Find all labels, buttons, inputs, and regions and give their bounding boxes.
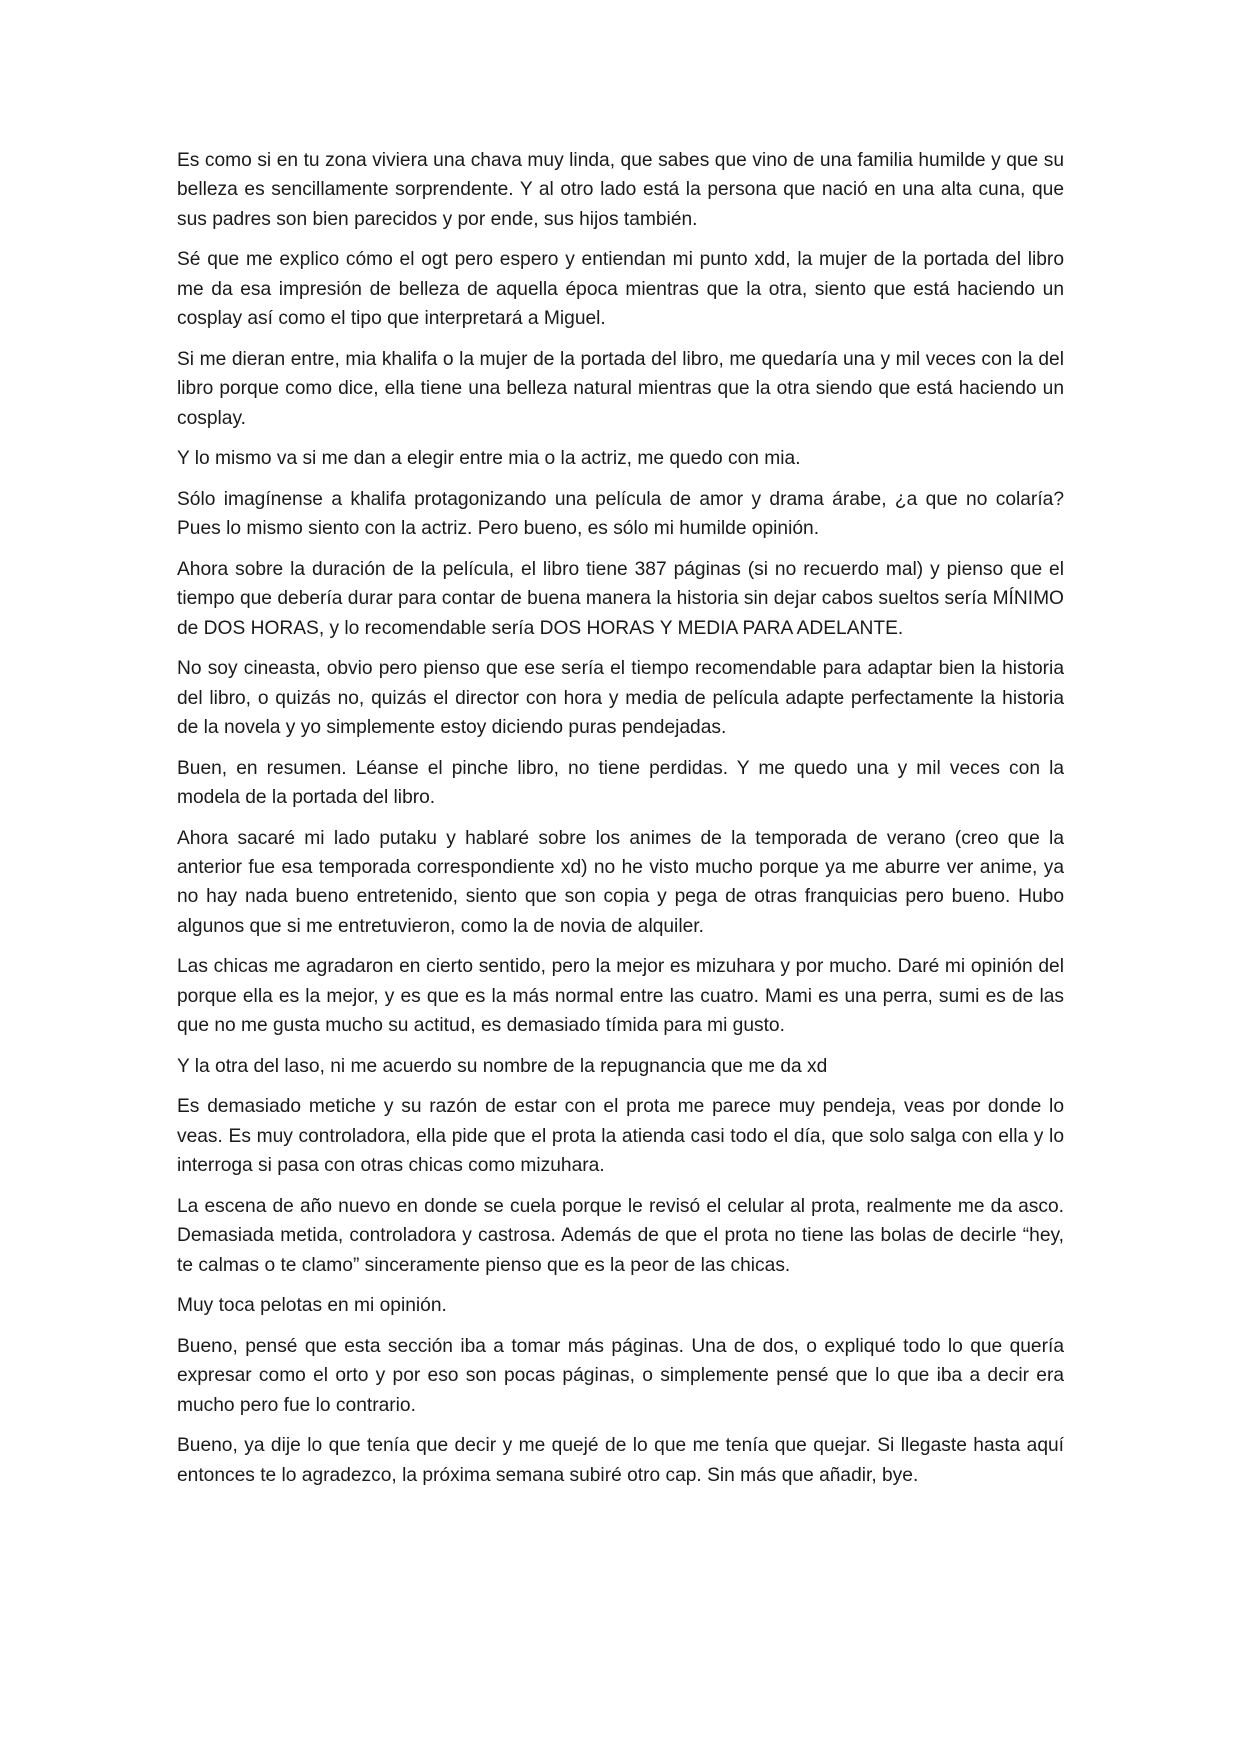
paragraph: Es demasiado metiche y su razón de estar con el prota me parece muy pendeja, veas por donde lo veas. Es muy controladora, ella pide que el prota la atienda casi todo el día, que solo salga con ella y lo interroga si pasa con otras chicas como mizuhara. [177, 1096, 1064, 1177]
paragraph: Y la otra del laso, ni me acuerdo su nombre de la repugnancia que me da xd [177, 1055, 828, 1077]
paragraph: Y lo mismo va si me dan a elegir entre mia o la actriz, me quedo con mia. [177, 448, 801, 470]
paragraph: Sé que me explico cómo el ogt pero espero y entiendan mi punto xdd, la mujer de la portada del libro me da esa impresión de belleza de aquella época mientras que la otra, siento que está haciendo un cosplay así como el tipo que interpretará a Miguel. [177, 249, 1064, 330]
paragraph: Bueno, pensé que esta sección iba a tomar más páginas. Una de dos, o expliqué todo lo que quería expresar como el orto y por eso son pocas páginas, o simplemente pensé que lo que iba a decir era mucho pero fue lo contrario. [177, 1335, 1064, 1416]
paragraph: Ahora sacaré mi lado putaku y hablaré sobre los animes de la temporada de verano (creo que la anterior fue esa temporada correspondiente xd) no he visto mucho porque ya me aburre ver anime, ya no hay nada bueno entretenido, siento que son copia y pega de otras franquicias pero bueno. Hubo algunos que si me entretuvieron, como la de novia de alquiler. [177, 827, 1064, 937]
paragraph: Si me dieran entre, mia khalifa o la mujer de la portada del libro, me quedaría una y mil veces con la del libro porque como dice, ella tiene una belleza natural mientras que la otra siendo que está haciendo un cosplay. [177, 348, 1064, 429]
paragraph: Ahora sobre la duración de la película, el libro tiene 387 páginas (si no recuerdo mal) y pienso que el tiempo que debería durar para contar de buena manera la historia sin dejar cabos sueltos sería MÍNIMO de DOS HORAS, y lo recomendable sería DOS HORAS Y MEDIA PARA ADELANTE. [177, 558, 1064, 639]
paragraph: Muy toca pelotas en mi opinión. [177, 1295, 447, 1317]
paragraph: Sólo imagínense a khalifa protagonizando una película de amor y drama árabe, ¿a que no colaría? Pues lo mismo siento con la actriz. Pero bueno, es sólo mi humilde opinión. [177, 488, 1064, 540]
paragraph: Buen, en resumen. Léanse el pinche libro, no tiene perdidas. Y me quedo una y mil veces con la modela de la portada del libro. [177, 757, 1064, 809]
paragraph: No soy cineasta, obvio pero pienso que ese sería el tiempo recomendable para adaptar bien la historia del libro, o quizás no, quizás el director con hora y media de película adapte perfectamente la historia de la novela y yo simplemente estoy diciendo puras pendejadas. [177, 658, 1064, 739]
paragraph: Las chicas me agradaron en cierto sentido, pero la mejor es mizuhara y por mucho. Daré mi opinión del porque ella es la mejor, y es que es la más normal entre las cuatro. Mami es una perra, sumi es de las que no me gusta mucho su actitud, es demasiado tímida para mi gusto. [177, 956, 1064, 1037]
document-body [177, 146, 1064, 1501]
paragraph: La escena de año nuevo en donde se cuela porque le revisó el celular al prota, realmente me da asco. Demasiada metida, controladora y castrosa. Además de que el prota no tiene las bolas de decirle “hey, te calmas o te clamo” sinceramente pienso que es la peor de las chicas. [177, 1195, 1064, 1276]
paragraph: Bueno, ya dije lo que tenía que decir y me quejé de lo que me tenía que quejar. Si llegaste hasta aquí entonces te lo agradezco, la próxima semana subiré otro cap. Sin más que añadir, bye. [177, 1435, 1064, 1486]
paragraph: Es como si en tu zona viviera una chava muy linda, que sabes que vino de una familia humilde y que su belleza es sencillamente sorprendente. Y al otro lado está la persona que nació en una alta cuna, que sus padres son bien parecidos y por ende, sus hijos también. [177, 150, 1064, 230]
